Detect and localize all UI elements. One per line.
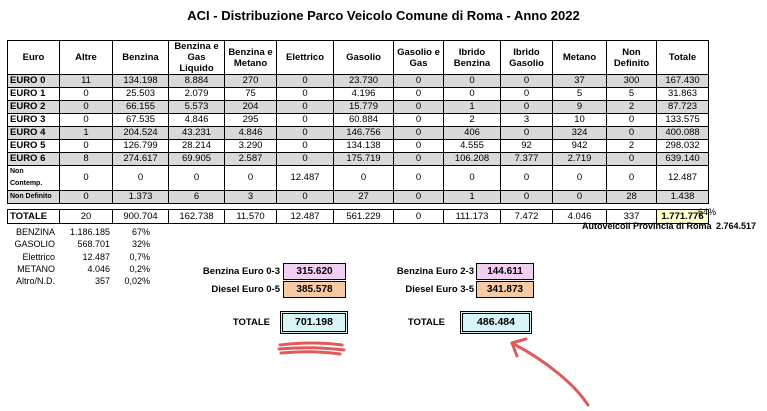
table-cell: 300 — [607, 75, 657, 88]
column-header: Non Definito — [607, 41, 657, 75]
table-cell: 2 — [607, 101, 657, 114]
table-cell: 270 — [225, 75, 277, 88]
table-cell: 0 — [394, 127, 444, 140]
table-cell: 2 — [607, 140, 657, 153]
fuel-value: 357 — [94, 276, 110, 287]
table-cell: 0 — [334, 166, 394, 191]
table-cell: 75 — [225, 88, 277, 101]
table-cell: 337 — [607, 210, 657, 224]
fuel-name: Altro/N.D. — [15, 276, 55, 287]
table-cell: 0 — [60, 166, 113, 191]
table-cell: 8 — [60, 153, 113, 166]
table-cell: 9 — [553, 101, 607, 114]
table-cell: 0 — [394, 140, 444, 153]
table-cell: 4.046 — [553, 210, 607, 224]
table-cell: 31.863 — [657, 88, 709, 101]
provincia-value: 2.764.517 — [716, 221, 757, 231]
column-header: Elettrico — [277, 41, 334, 75]
table-cell: 27 — [334, 191, 394, 204]
table-cell: 175.719 — [334, 153, 394, 166]
grand-total-cell: 1.771.776 — [657, 210, 709, 224]
table-cell: 60.884 — [334, 114, 394, 127]
table-cell: 0 — [277, 127, 334, 140]
table-cell: 28.214 — [169, 140, 225, 153]
table-cell: 133.575 — [657, 114, 709, 127]
left-total-label: TOTALE — [232, 317, 270, 328]
table-cell: 4.196 — [334, 88, 394, 101]
row-label: EURO 4 — [8, 127, 60, 140]
table-cell: 639.140 — [657, 153, 709, 166]
table-cell: 0 — [607, 153, 657, 166]
table-cell: 295 — [225, 114, 277, 127]
table-cell: 0 — [277, 191, 334, 204]
table-cell: 5.573 — [169, 101, 225, 114]
diesel-euro-0-5-value: 385.578 — [283, 281, 346, 298]
table-cell: 126.799 — [113, 140, 169, 153]
table-cell: 92 — [501, 140, 553, 153]
right-total-value: 486.484 — [460, 311, 532, 334]
table-cell: 25.503 — [113, 88, 169, 101]
table-cell: 0 — [60, 88, 113, 101]
row-label: EURO 0 — [8, 75, 60, 88]
diesel-euro-0-5-label: Diesel Euro 0-5 — [211, 284, 280, 295]
table-cell: 1.438 — [657, 191, 709, 204]
column-header: Gasolio — [334, 41, 394, 75]
table-cell: 12.487 — [657, 166, 709, 191]
table-cell: 0 — [444, 88, 501, 101]
right-total-label: TOTALE — [407, 317, 445, 328]
table-cell: 5 — [607, 88, 657, 101]
table-cell: 0 — [113, 166, 169, 191]
table-cell: 167.430 — [657, 75, 709, 88]
table-cell: 162.738 — [169, 210, 225, 224]
fuel-name: BENZINA — [15, 227, 55, 237]
table-cell: 1.373 — [113, 191, 169, 204]
left-total-value: 701.198 — [280, 311, 348, 334]
table-cell: 4.846 — [169, 114, 225, 127]
table-cell: 7.377 — [501, 153, 553, 166]
table-cell: 0 — [607, 127, 657, 140]
fuel-pct: 32% — [131, 239, 150, 250]
table-cell: 20 — [60, 210, 113, 224]
table-cell: 274.617 — [113, 153, 169, 166]
table-cell: 0 — [607, 114, 657, 127]
table-cell: 111.173 — [444, 210, 501, 224]
table-cell: 0 — [394, 153, 444, 166]
row-label: EURO 3 — [8, 114, 60, 127]
table-cell: 134.138 — [334, 140, 394, 153]
table-cell: 0 — [394, 88, 444, 101]
benzina-euro-0-3-value: 315.620 — [283, 263, 346, 280]
column-header: Benzina e Gas Liquido — [169, 41, 225, 75]
table-cell: 23.730 — [334, 75, 394, 88]
table-cell: 1 — [60, 127, 113, 140]
table-cell: 7.472 — [501, 210, 553, 224]
table-cell: 0 — [501, 75, 553, 88]
table-cell: 204 — [225, 101, 277, 114]
fuel-name: Elettrico — [22, 251, 55, 262]
table-cell: 4.846 — [225, 127, 277, 140]
table-cell: 4.555 — [444, 140, 501, 153]
column-header: Altre — [60, 41, 113, 75]
table-cell: 2.587 — [225, 153, 277, 166]
row-label: EURO 1 — [8, 88, 60, 101]
table-cell: 0 — [225, 166, 277, 191]
table-cell: 0 — [394, 210, 444, 224]
table-cell: 0 — [394, 191, 444, 204]
row-label: Non Contemp. — [8, 166, 60, 191]
page-title: ACI - Distribuzione Parco Veicolo Comune di Roma - Anno 2022 — [187, 8, 580, 23]
table-cell: 204.524 — [113, 127, 169, 140]
fuel-pct: 0,7% — [129, 251, 150, 262]
fuel-pct: 0,02% — [124, 276, 150, 287]
table-cell: 0 — [277, 101, 334, 114]
benzina-euro-2-3-label: Benzina Euro 2-3 — [396, 266, 474, 277]
column-header: Metano — [553, 41, 607, 75]
table-cell: 0 — [394, 166, 444, 191]
table-cell: 0 — [277, 88, 334, 101]
table-cell: 37 — [553, 75, 607, 88]
table-cell: 0 — [553, 166, 607, 191]
diesel-euro-3-5-label: Diesel Euro 3-5 — [405, 284, 474, 295]
row-label: EURO 2 — [8, 101, 60, 114]
fuel-value: 1.186.185 — [69, 227, 110, 237]
table-cell: 3.290 — [225, 140, 277, 153]
column-header: Benzina — [113, 41, 169, 75]
table-cell: 2.719 — [553, 153, 607, 166]
table-cell: 0 — [277, 114, 334, 127]
table-cell: 0 — [444, 75, 501, 88]
table-cell: 298.032 — [657, 140, 709, 153]
table-cell: 324 — [553, 127, 607, 140]
table-cell: 0 — [60, 114, 113, 127]
table-cell: 12.487 — [277, 210, 334, 224]
benzina-euro-0-3-label: Benzina Euro 0-3 — [202, 266, 280, 277]
table-cell: 1 — [444, 191, 501, 204]
fuel-value: 12.487 — [82, 251, 110, 262]
table-cell: 0 — [501, 166, 553, 191]
table-cell: 0 — [277, 75, 334, 88]
arrow-annotation — [512, 339, 588, 405]
table-cell: 0 — [394, 101, 444, 114]
table-cell: 1 — [444, 101, 501, 114]
table-cell: 87.723 — [657, 101, 709, 114]
table-cell: 12.487 — [277, 166, 334, 191]
column-header: Benzina e Metano — [225, 41, 277, 75]
table-cell: 0 — [501, 88, 553, 101]
row-label: Non Definito — [8, 191, 60, 204]
table-cell: 146.756 — [334, 127, 394, 140]
table-cell: 0 — [501, 127, 553, 140]
table-cell: 0 — [169, 166, 225, 191]
table-cell: 0 — [60, 140, 113, 153]
table-cell: 10 — [553, 114, 607, 127]
diesel-euro-3-5-value: 341.873 — [476, 281, 534, 298]
table-cell: 0 — [394, 114, 444, 127]
table-cell: 6 — [169, 191, 225, 204]
table-cell: 900.704 — [113, 210, 169, 224]
table-cell: 28 — [607, 191, 657, 204]
table-cell: 11.570 — [225, 210, 277, 224]
benzina-euro-2-3-value: 144.611 — [476, 263, 534, 280]
table-cell: 942 — [553, 140, 607, 153]
table-cell: 69.905 — [169, 153, 225, 166]
fuel-value: 4.046 — [87, 263, 110, 274]
table-cell: 66.155 — [113, 101, 169, 114]
table-cell: 0 — [277, 140, 334, 153]
table-cell: 561.229 — [334, 210, 394, 224]
fuel-pct: 67% — [131, 227, 150, 237]
underline-scribble-annotation — [279, 343, 344, 354]
table-cell: 0 — [553, 191, 607, 204]
column-header: Ibrido Benzina — [444, 41, 501, 75]
row-label: EURO 5 — [8, 140, 60, 153]
table-cell: 106.208 — [444, 153, 501, 166]
table-cell: 11 — [60, 75, 113, 88]
fuel-name: METANO — [17, 263, 55, 274]
table-cell: 0 — [501, 191, 553, 204]
table-cell: 406 — [444, 127, 501, 140]
table-cell: 0 — [277, 153, 334, 166]
column-header: Ibrido Gasolio — [501, 41, 553, 75]
provincia-label: Autoveicoli Provincia di Roma — [582, 221, 712, 231]
table-cell: 43.231 — [169, 127, 225, 140]
table-cell: 15.779 — [334, 101, 394, 114]
table-cell: 3 — [225, 191, 277, 204]
table-cell: 0 — [501, 101, 553, 114]
table-cell: 0 — [60, 101, 113, 114]
table-cell: 0 — [394, 75, 444, 88]
column-header: Gasolio e Gas — [394, 41, 444, 75]
table-cell: 0 — [444, 166, 501, 191]
table-cell: 0 — [607, 166, 657, 191]
total-percentage: 64% — [698, 207, 717, 217]
fuel-name: GASOLIO — [14, 239, 55, 250]
column-header: Totale — [657, 41, 709, 75]
table-cell: 134.198 — [113, 75, 169, 88]
column-header: Euro — [8, 41, 60, 75]
table-cell: 3 — [501, 114, 553, 127]
row-label: TOTALE — [8, 210, 60, 224]
fuel-value: 568.701 — [77, 239, 110, 250]
table-cell: 67.535 — [113, 114, 169, 127]
row-label: EURO 6 — [8, 153, 60, 166]
table-cell: 8.884 — [169, 75, 225, 88]
table-cell: 2.079 — [169, 88, 225, 101]
table-cell: 400.088 — [657, 127, 709, 140]
table-cell: 2 — [444, 114, 501, 127]
table-cell: 5 — [553, 88, 607, 101]
fuel-pct: 0,2% — [129, 263, 150, 274]
table-cell: 0 — [60, 191, 113, 204]
